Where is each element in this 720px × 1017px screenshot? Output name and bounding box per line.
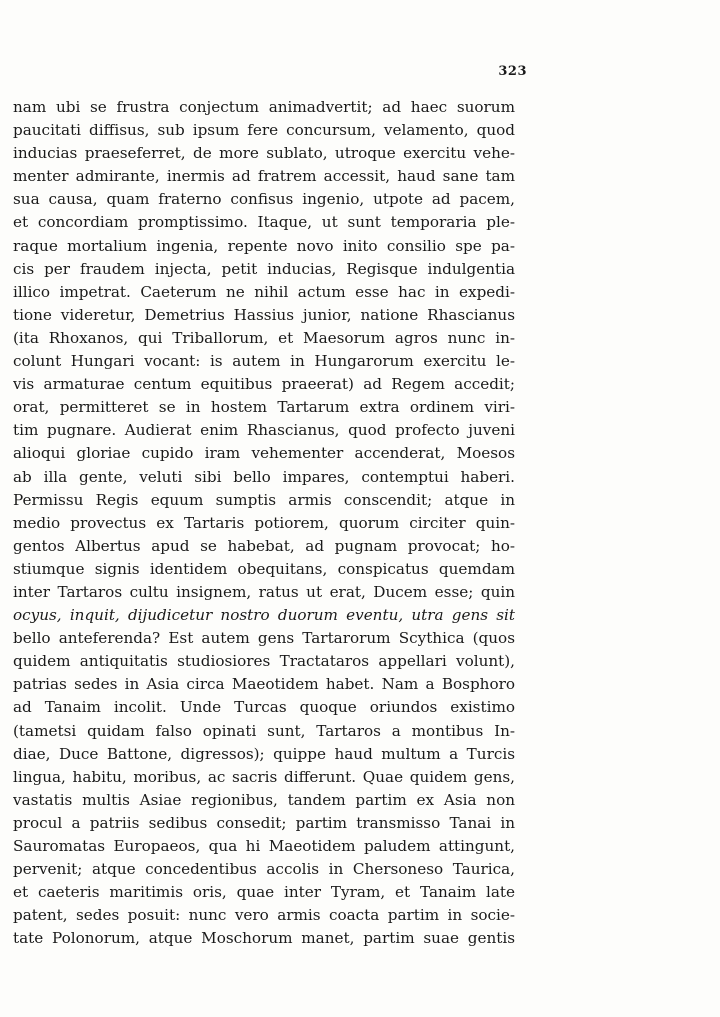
text-line: stiumque signis identidem obequitans, conspicatus quemdam xyxy=(13,559,515,578)
text-line: Sauromatas Europaeos, qua hi Maeotidem paludem attingunt, xyxy=(13,837,515,855)
text-line: vastatis multis Asiae regionibus, tandem partim ex Asia non xyxy=(13,790,515,809)
text-line: illico impetrat. Caeterum ne nihil actum esse hac in expedi- xyxy=(13,282,515,301)
text-line: et caeteris maritimis oris, quae inter Tyram, et Tanaim late xyxy=(13,883,515,902)
text-line: nam ubi se frustra conjectum animadvertit; ad haec suorum xyxy=(13,98,515,116)
text-line: alioqui gloriae cupido iram vehementer accenderat, Moesos xyxy=(13,444,515,463)
text-line: raque mortalium ingenia, repente novo inito consilio spe pa- xyxy=(13,236,515,255)
text-line: lingua, habitu, moribus, ac sacris differunt. Quae quidem gens, xyxy=(13,767,515,786)
text-line: procul a patriis sedibus consedit; partim transmisso Tanai in xyxy=(13,813,515,832)
text-line: menter admirante, inermis ad fratrem accessit, haud sane tam xyxy=(13,167,515,186)
text-line: quidem antiquitatis studiosiores Tractataros appellari volunt), xyxy=(13,652,515,671)
text-line: inducias praeseferret, de more sublato, utroque exercitu vehe- xyxy=(13,144,515,163)
text-line: ad Tanaim incolit. Unde Turcas quoque oriundos existimo xyxy=(13,698,515,717)
text-line: (tametsi quidam falso opinati sunt, Tartaros a montibus In- xyxy=(13,721,515,740)
text-line: inter Tartaros cultu insignem, ratus ut erat, Ducem esse; quin xyxy=(13,582,515,601)
text-line: tim pugnare. Audierat enim Rhascianus, quod profecto juveni xyxy=(13,421,515,440)
text-line: bello anteferenda? Est autem gens Tartarorum Scythica (quos xyxy=(13,629,515,648)
text-line: diae, Duce Battone, digressos); quippe haud multum a Turcis xyxy=(13,744,515,763)
text-line: medio provectus ex Tartaris potiorem, quorum circiter quin- xyxy=(13,513,515,532)
text-line: orat, permitteret se in hostem Tartarum extra ordinem viri- xyxy=(13,398,515,417)
text-line: tione videretur, Demetrius Hassius junior, natione Rhascianus xyxy=(13,305,515,324)
text-line-italic: ocyus, inquit, dijudicetur nostro duorum eventu, utra gens sit xyxy=(13,606,515,625)
text-line: paucitati diffisus, sub ipsum fere concursum, velamento, quod xyxy=(13,121,515,140)
text-line: cis per fraudem injecta, petit inducias, Regisque indulgentia xyxy=(13,259,515,278)
text-line: sua causa, quam fraterno confisus ingenio, utpote ad pacem, xyxy=(13,190,515,209)
text-line: colunt Hungari vocant: is autem in Hungarorum exercitu le- xyxy=(13,352,515,371)
text-line: tate Polonorum, atque Moschorum manet, partim suae gentis xyxy=(13,929,515,948)
text-line: gentos Albertus apud se habebat, ad pugnam provocat; ho- xyxy=(13,536,515,555)
text-line: patrias sedes in Asia circa Maeotidem habet. Nam a Bosphoro xyxy=(13,675,515,694)
text-line: pervenit; atque concedentibus accolis in Chersoneso Taurica, xyxy=(13,860,515,879)
text-line: et concordiam promptissimo. Itaque, ut sunt temporaria ple- xyxy=(13,213,515,232)
text-line: (ita Rhoxanos, qui Triballorum, et Maesorum agros nunc in- xyxy=(13,328,515,347)
text-line: Permissu Regis equum sumptis armis conscendit; atque in xyxy=(13,490,515,509)
page-number: 323 xyxy=(498,64,527,79)
text-line: patent, sedes posuit: nunc vero armis coacta partim in socie- xyxy=(13,906,515,925)
text-line: ab illa gente, veluti sibi bello impares, contemptui haberi. xyxy=(13,467,515,486)
body-text xyxy=(13,96,515,950)
text-line: vis armaturae centum equitibus praeerat) ad Regem accedit; xyxy=(13,375,515,394)
